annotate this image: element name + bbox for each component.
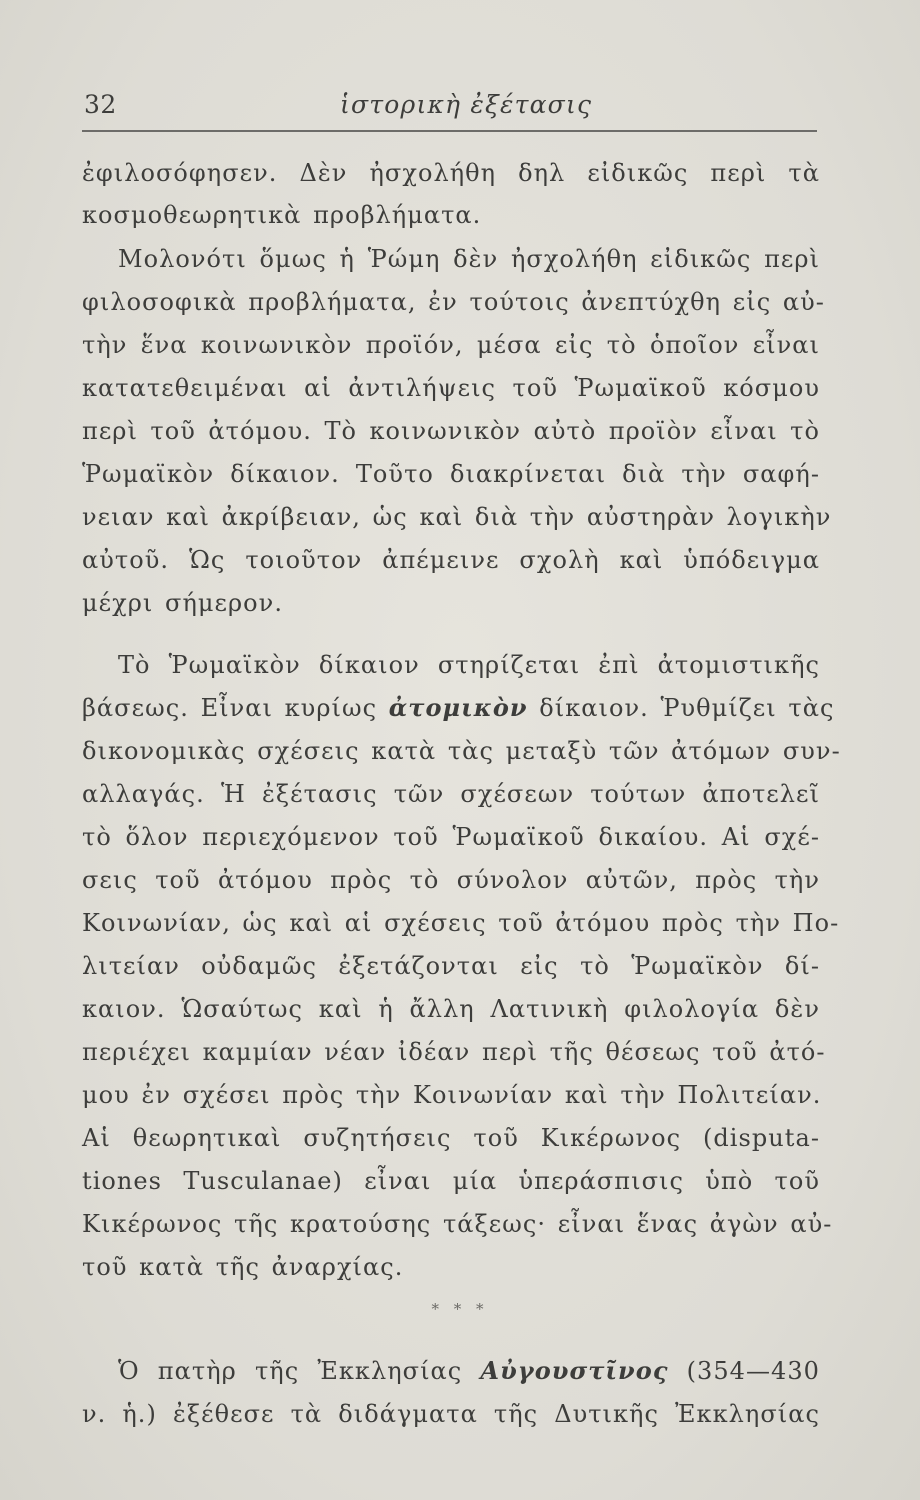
text-line: νειαν καὶ ἀκρίβειαν, ὡς καὶ διὰ τὴν αὐστηρὰν λογικὴν — [82, 503, 832, 531]
text-line: Κοινωνίαν, ὡς καὶ αἱ σχέσεις τοῦ ἀτόμου πρὸς τὴν Πο- — [82, 909, 840, 937]
emphasis-word: ἀτομικὸν — [388, 693, 528, 722]
text-line: Κικέρωνος τῆς κρατούσης τάξεως· εἶναι ἕνας ἀγὼν αὐ- — [82, 1210, 833, 1238]
text-line: Ῥωμαϊκὸν δίκαιον. Τοῦτο διακρίνεται διὰ τὴν σαφή- — [82, 460, 820, 488]
text-line: κατατεθειμέναι αἱ ἀντιλήψεις τοῦ Ῥωμαϊκοῦ κόσμου — [82, 374, 820, 402]
text-line: καιον. Ὡσαύτως καὶ ἡ ἄλλη Λατινικὴ φιλολογία δὲν — [82, 995, 820, 1023]
running-head: ἱστορικὴ ἐξέτασις — [340, 90, 593, 119]
text-line: μέχρι σήμερον. — [82, 589, 283, 617]
text-line: Αἱ θεωρητικαὶ συζητήσεις τοῦ Κικέρωνος (disputa- — [82, 1124, 820, 1152]
text-run: Ὁ πατὴρ τῆς Ἐκκλησίας — [118, 1357, 481, 1385]
text-line: τὸ ὅλον περιεχόμενον τοῦ Ῥωμαϊκοῦ δικαίου. Αἱ σχέ- — [82, 823, 820, 851]
page-number: 32 — [84, 90, 117, 119]
text-run: (354—430 — [668, 1357, 820, 1385]
text-run: δίκαιον. Ῥυθμίζει τὰς — [527, 694, 835, 722]
text-line: δικονομικὰς σχέσεις κατὰ τὰς μεταξὺ τῶν ἀτόμων συν- — [82, 737, 841, 765]
page-header — [82, 90, 817, 132]
emphasis-word: Αὐγουστῖνος — [480, 1356, 669, 1385]
text-line: λιτείαν οὐδαμῶς ἐξετάζονται εἰς τὸ Ῥωμαϊκὸν δί- — [82, 952, 820, 980]
text-line: κοσμοθεωρητικὰ προβλήματα. — [82, 201, 482, 229]
text-line: φιλοσοφικὰ προβλήματα, ἐν τούτοις ἀνεπτύχθη εἰς αὐ- — [82, 288, 825, 316]
text-line: περιέχει καμμίαν νέαν ἰδέαν περὶ τῆς θέσεως τοῦ ἀτό- — [82, 1038, 826, 1066]
text-line: μου ἐν σχέσει πρὸς τὴν Κοινωνίαν καὶ τὴν Πολιτείαν. — [82, 1081, 822, 1109]
text-line: αλλαγάς. Ἡ ἐξέτασις τῶν σχέσεων τούτων ἀποτελεῖ — [82, 780, 820, 808]
text-line: ν. ἡ.) ἐξέθεσε τὰ διδάγματα τῆς Δυτικῆς Ἐκκλησίας — [82, 1400, 820, 1428]
text-line — [118, 1356, 820, 1386]
text-line: σεις τοῦ ἀτόμου πρὸς τὸ σύνολον αὐτῶν, πρὸς τὴν — [82, 866, 820, 894]
text-line: τὴν ἕνα κοινωνικὸν προϊόν, μέσα εἰς τὸ ὁποῖον εἶναι — [82, 331, 820, 359]
text-line: Τὸ Ῥωμαϊκὸν δίκαιον στηρίζεται ἐπὶ ἀτομιστικῆς — [118, 651, 820, 679]
text-line: ἐφιλοσόφησεν. Δὲν ἠσχολήθη δηλ εἰδικῶς περὶ τὰ — [82, 159, 820, 187]
text-line: αὐτοῦ. Ὡς τοιοῦτον ἀπέμεινε σχολὴ καὶ ὑπόδειγμα — [82, 546, 820, 574]
text-line: Μολονότι ὅμως ἡ Ῥώμη δὲν ἠσχολήθη εἰδικῶς περὶ — [118, 245, 820, 273]
text-line: τοῦ κατὰ τῆς ἀναρχίας. — [82, 1253, 404, 1281]
text-line — [82, 693, 835, 723]
text-line: περὶ τοῦ ἀτόμου. Τὸ κοινωνικὸν αὐτὸ προϊὸν εἶναι τὸ — [82, 417, 820, 445]
text-run: βάσεως. Εἶναι κυρίως — [82, 694, 389, 722]
text-line: tiones Tusculanae) εἶναι μία ὑπεράσπισις ὑπὸ τοῦ — [82, 1167, 820, 1195]
section-separator: * * * — [431, 1300, 489, 1318]
